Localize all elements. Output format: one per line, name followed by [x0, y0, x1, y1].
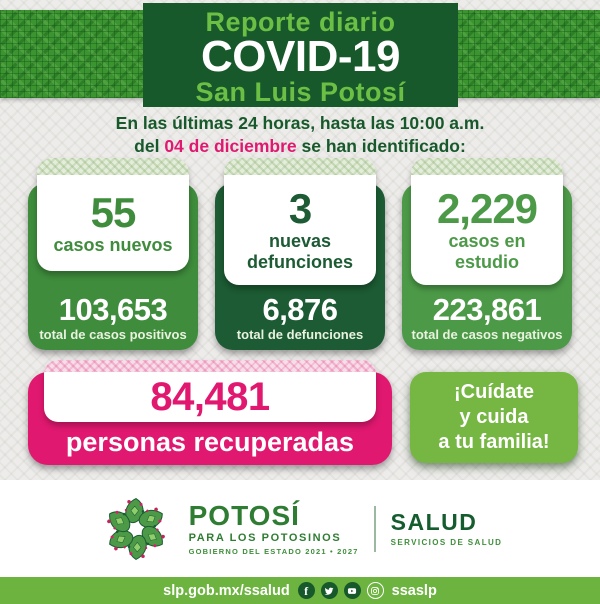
facebook-icon[interactable]: f	[298, 582, 315, 599]
header-card	[143, 3, 458, 107]
under-study-value: 2,229	[436, 185, 538, 232]
stats-row	[28, 158, 572, 350]
stat-front-card	[37, 158, 189, 271]
twitter-icon[interactable]	[321, 582, 338, 599]
recovered-front-card	[44, 360, 376, 422]
brand-tagline: PARA LOS POTOSINOS	[188, 531, 342, 544]
social-handle: ssaslp	[391, 582, 437, 599]
stat-front-card	[411, 158, 563, 285]
pattern-strip-pink	[44, 360, 376, 372]
header-subtitle: Reporte diario	[205, 7, 396, 37]
potosi-wordmark	[188, 499, 359, 556]
agency-name: SALUD	[390, 508, 478, 535]
total-deaths-label: total de defunciones	[236, 327, 364, 342]
new-cases-label: casos nuevos	[53, 234, 173, 255]
stat-card-under-study	[402, 158, 572, 350]
new-deaths-label: nuevas defunciones	[246, 231, 353, 272]
pattern-strip	[37, 158, 189, 175]
advice-card	[410, 372, 578, 463]
stat-card-new-deaths	[215, 158, 385, 350]
agency-subline: SERVICIOS DE SALUD	[390, 537, 503, 547]
advice-line1: ¡Cuídate	[454, 381, 534, 403]
social-icons	[298, 582, 384, 599]
youtube-icon[interactable]	[344, 582, 361, 599]
potosi-rosette-logo-icon	[98, 491, 174, 567]
bottom-bar	[0, 577, 600, 604]
total-positive-value: 103,653	[58, 292, 168, 327]
brand-subline: GOBIERNO DEL ESTADO 2021 • 2027	[188, 546, 359, 556]
total-positive-label: total de casos positivos	[39, 327, 187, 342]
stat-front-card	[224, 158, 376, 285]
header-location: San Luis Potosí	[195, 77, 406, 107]
logo-divider	[374, 506, 376, 552]
intro-line2-suffix: se han identificado:	[296, 136, 466, 156]
total-positive-block	[28, 293, 198, 343]
salud-wordmark	[390, 508, 503, 547]
new-deaths-value: 3	[288, 185, 312, 232]
total-negative-block	[402, 293, 572, 343]
total-deaths-block	[215, 293, 385, 343]
total-deaths-value: 6,876	[262, 292, 338, 327]
brand-name: POTOSÍ	[188, 499, 300, 531]
intro-line1: En las últimas 24 horas, hasta las 10:00 a.m.	[115, 113, 485, 133]
new-cases-value: 55	[90, 188, 136, 236]
header-title: COVID-19	[201, 32, 400, 81]
instagram-icon[interactable]	[367, 582, 384, 599]
total-negative-value: 223,861	[432, 292, 542, 327]
pattern-strip	[411, 158, 563, 175]
under-study-label: casos en estudio	[448, 231, 526, 272]
total-negative-label: total de casos negativos	[411, 327, 563, 342]
recovered-value: 84,481	[150, 374, 270, 419]
advice-line2: y cuida	[459, 406, 529, 428]
intro-text	[0, 112, 600, 158]
report-date: 04 de diciembre	[164, 136, 297, 156]
intro-line2-prefix: del	[134, 136, 165, 156]
intro-line2	[0, 135, 600, 158]
recovered-label: personas recuperadas	[65, 427, 355, 457]
advice-line3: a tu familia!	[438, 431, 550, 453]
pattern-strip	[224, 158, 376, 175]
website-url[interactable]: slp.gob.mx/ssalud	[163, 582, 290, 599]
stat-card-new-cases	[28, 158, 198, 350]
footer	[0, 480, 600, 577]
